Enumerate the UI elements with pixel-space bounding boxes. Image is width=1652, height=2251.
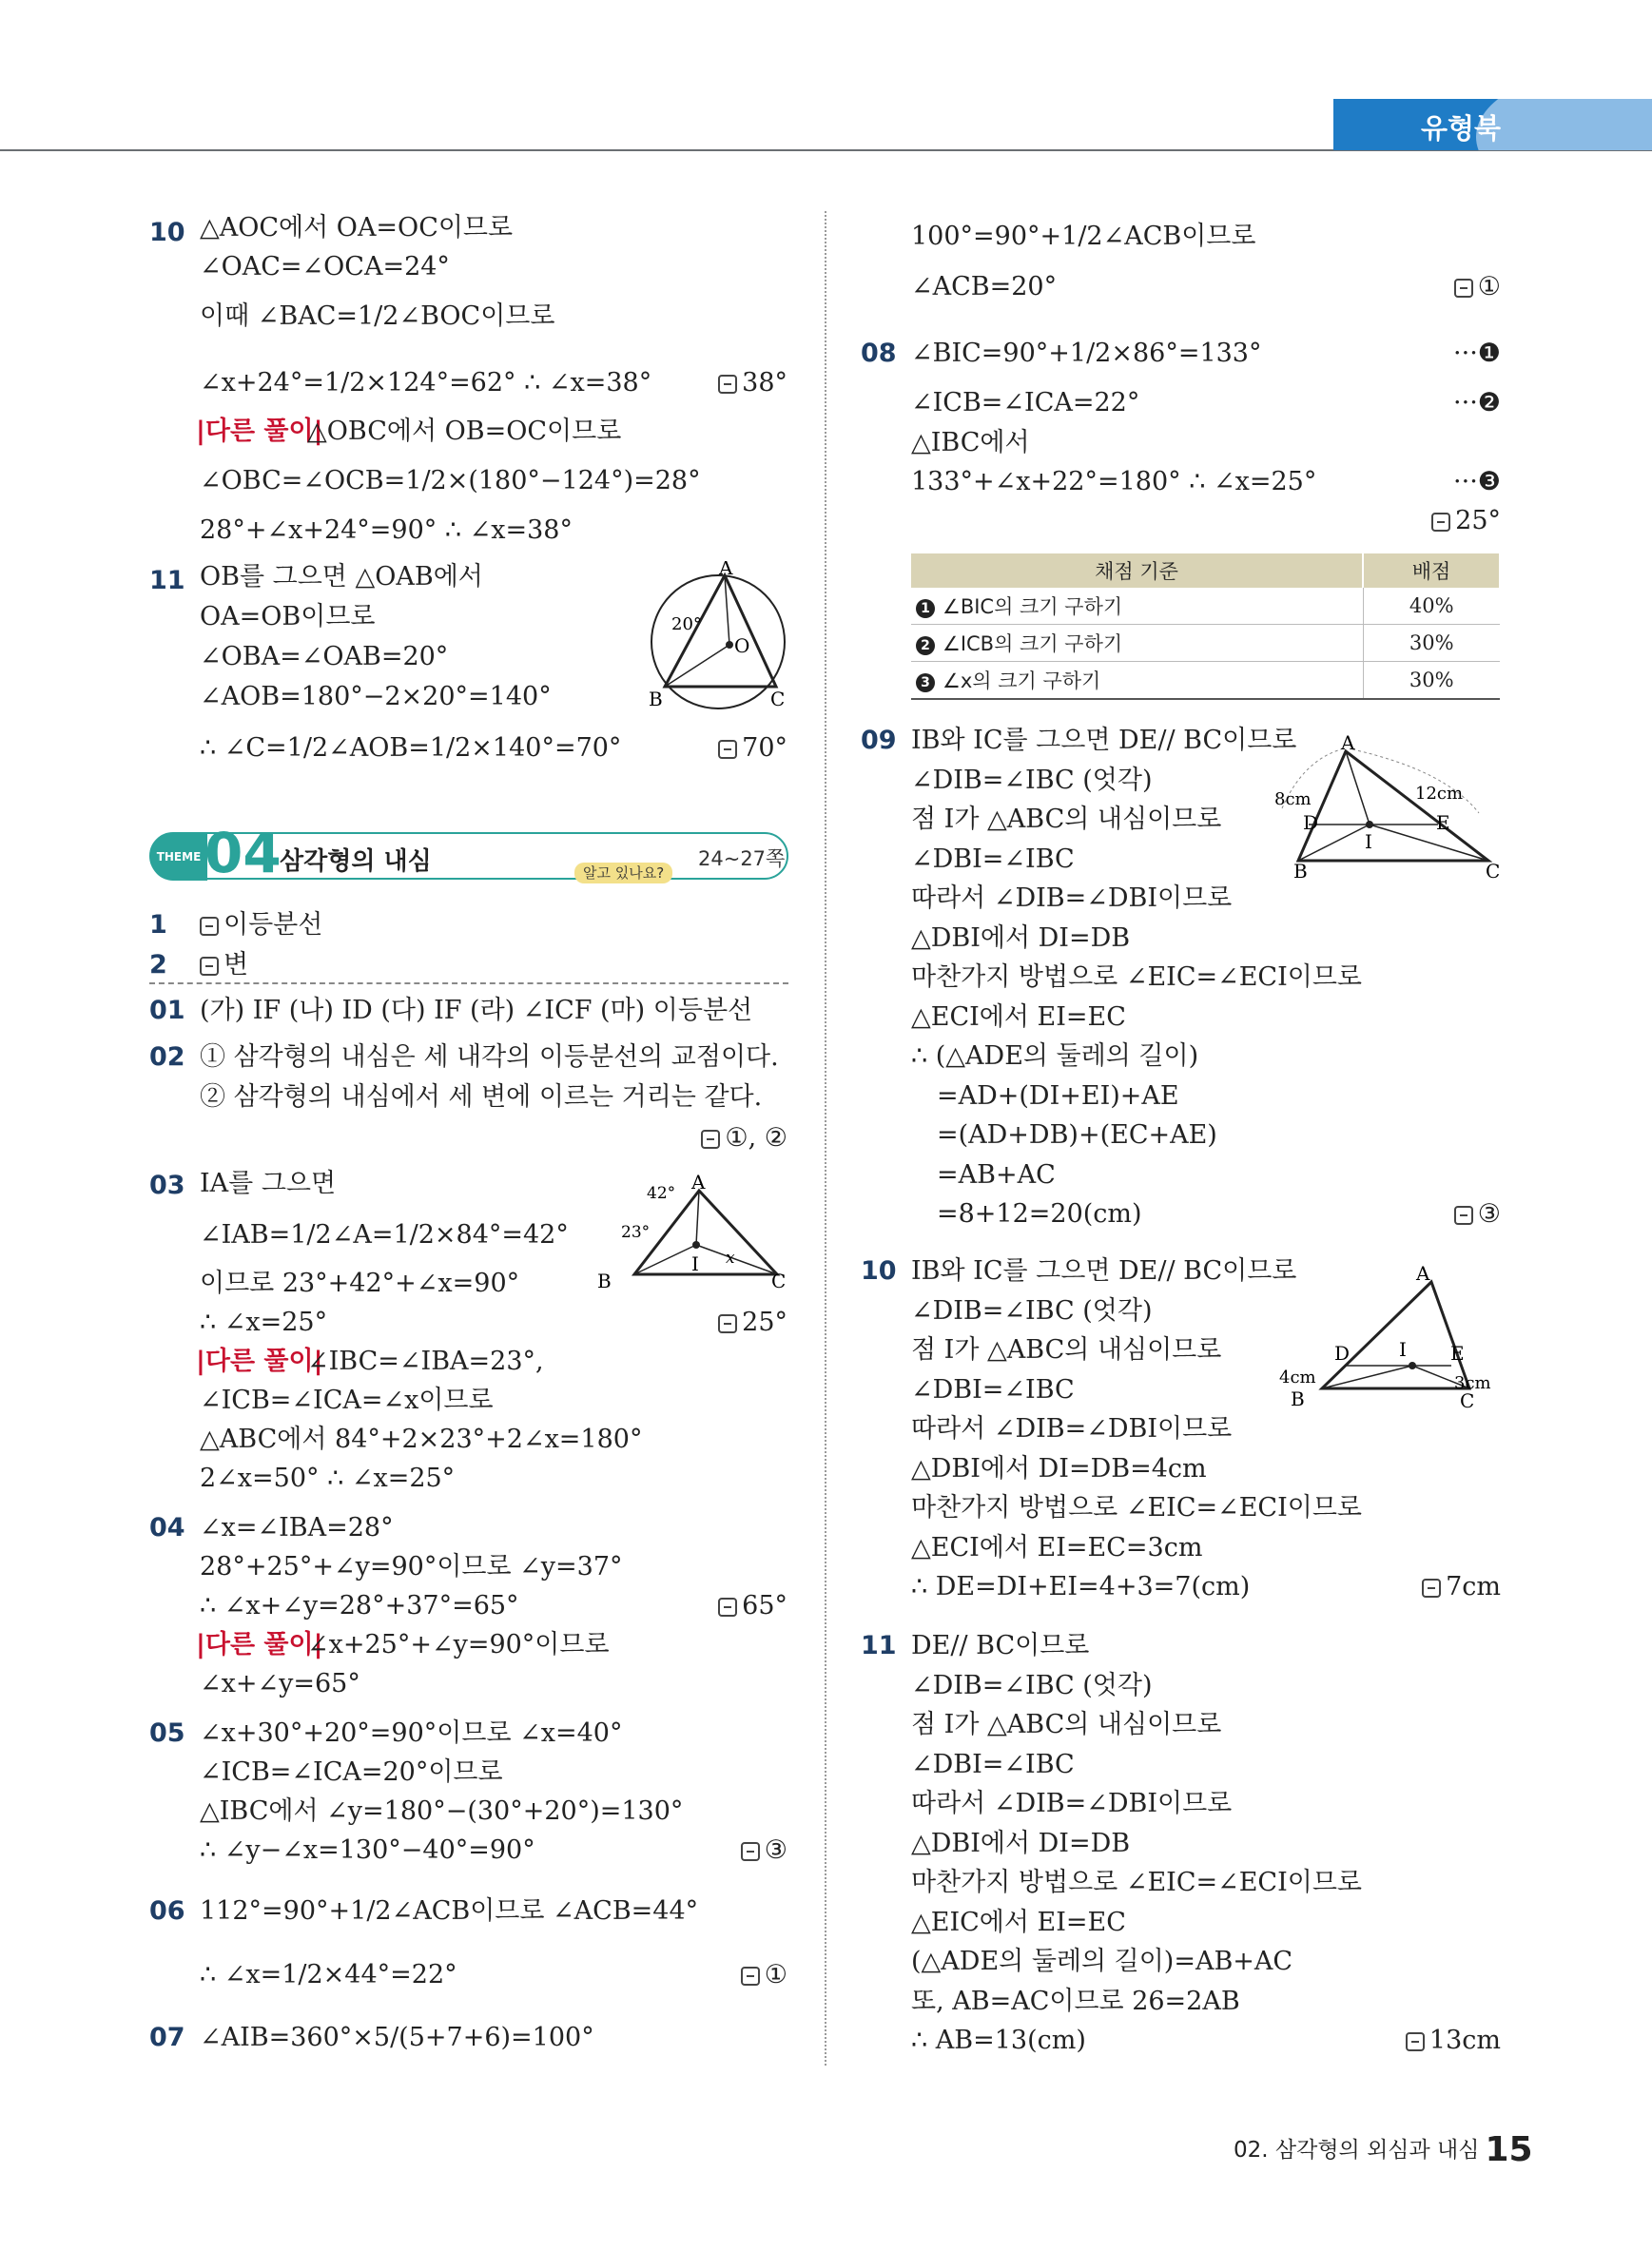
answer-text: 13cm	[1428, 2026, 1501, 2055]
score-header-points: 배점	[1363, 553, 1500, 588]
answer-icon	[718, 740, 737, 759]
solution-line: ∠IBC=∠IBA=23°,	[307, 1347, 544, 1376]
problem-number: 04	[149, 1513, 185, 1543]
table-row	[911, 625, 1500, 662]
solution-line: △EIC에서 EI=EC	[911, 1908, 1126, 1937]
fig09-length-ab: 8cm	[1274, 789, 1312, 809]
solution-line: ∠IAB=1/2∠A=1/2×84°=42°	[200, 1220, 569, 1250]
solution-line: ∠AIB=360°×5/(5+7+6)=100°	[200, 2023, 594, 2052]
answer-icon	[1454, 1206, 1473, 1225]
solution-line: △DBI에서 DI=DB	[911, 1829, 1131, 1858]
solution-line: △ECI에서 EI=EC	[911, 1002, 1126, 1032]
page-number: 15	[1485, 2130, 1533, 2169]
fig10-length-ec: 3cm	[1454, 1373, 1491, 1393]
answer	[718, 1590, 787, 1622]
solution-line: 2∠x=50° ∴ ∠x=25°	[200, 1464, 456, 1493]
solution-line: ① 삼각형의 내심은 세 내각의 이등분선의 교점이다.	[200, 1042, 779, 1072]
theme-title: 삼각형의 내심	[280, 847, 432, 876]
answer-text: 70°	[742, 733, 787, 763]
solution-line: 100°=90°+1/2∠ACB이므로	[911, 222, 1256, 251]
problem-number: 02	[149, 1042, 185, 1072]
solution-line: =8+12=20(cm)	[937, 1199, 1142, 1229]
solution-line: ∴ (△ADE의 둘레의 길이)	[911, 1041, 1199, 1071]
step-marker: 3	[916, 673, 935, 692]
solution-line: ∠DIB=∠IBC (엇각)	[911, 1671, 1153, 1700]
points-cell: 40%	[1363, 588, 1500, 625]
problem-number: 09	[861, 726, 897, 755]
fig10-label-a: A	[1416, 1265, 1430, 1285]
problem-number: 1	[149, 910, 167, 940]
answer	[200, 949, 248, 981]
fig10-label-d: D	[1334, 1342, 1351, 1365]
criteria-text: ∠BIC의 크기 구하기	[943, 595, 1123, 618]
answer-text: ①	[764, 1960, 787, 1989]
page-footer	[1234, 2130, 1533, 2169]
fig03-angle-x: x	[726, 1249, 735, 1268]
solution-line: =AB+AC	[937, 1160, 1056, 1190]
answer-text: ①	[1477, 272, 1501, 301]
fig11-label-a: A	[719, 561, 733, 579]
theme-badge: THEME	[150, 833, 207, 881]
answer-text: 25°	[1455, 506, 1501, 535]
fig09-length-ac: 12cm	[1415, 784, 1464, 804]
answer	[1431, 505, 1501, 537]
step-marker: ···❸	[1453, 467, 1501, 496]
solution-line: DE// BC이므로	[911, 1631, 1090, 1660]
solution-line: 이때 ∠BAC=1/2∠BOC이므로	[200, 301, 555, 331]
answer	[741, 1834, 787, 1867]
solution-line: ② 삼각형의 내심에서 세 변에 이르는 거리는 같다.	[200, 1082, 763, 1112]
solution-line: ∠x+30°+20°=90°이므로 ∠x=40°	[200, 1718, 623, 1748]
answer-text: ①, ②	[725, 1123, 787, 1153]
problem-number: 10	[149, 218, 185, 247]
problem-number: 08	[861, 339, 897, 368]
answer-icon	[200, 917, 219, 936]
section-tab	[1333, 99, 1652, 150]
problem-number: 11	[861, 1631, 897, 1660]
fig11-label-o: O	[734, 634, 750, 657]
answer-icon	[718, 375, 737, 394]
fig03-label-c: C	[771, 1270, 787, 1292]
solution-line: △OBC에서 OB=OC이므로	[307, 417, 622, 446]
problem-number: 05	[149, 1718, 185, 1748]
solution-line: ∴ ∠x+∠y=28°+37°=65°	[200, 1591, 519, 1620]
solution-line: ∠x+25°+∠y=90°이므로	[307, 1630, 610, 1659]
solution-line: ∴ AB=13(cm)	[911, 2026, 1086, 2055]
table-row	[911, 662, 1500, 700]
answer-text: 25°	[742, 1308, 787, 1337]
solution-line: 마찬가지 방법으로 ∠EIC=∠ECI이므로	[911, 1493, 1363, 1523]
answer	[701, 1122, 787, 1155]
solution-line: ∴ ∠y−∠x=130°−40°=90°	[200, 1835, 535, 1865]
answer-text: 65°	[742, 1591, 787, 1620]
theme-pages: 24~27쪽	[698, 847, 786, 870]
solution-line: ∠DIB=∠IBC (엇각)	[911, 766, 1153, 795]
problem-number: 01	[149, 996, 185, 1025]
fig09-label-e: E	[1436, 811, 1450, 834]
answer	[718, 732, 787, 765]
solution-line: ∠DIB=∠IBC (엇각)	[911, 1296, 1153, 1326]
solution-line: 또, AB=AC이므로 26=2AB	[911, 1987, 1240, 2016]
figure-circumcircle	[637, 561, 799, 713]
fig10-label-i: I	[1399, 1338, 1407, 1361]
fig03-angle-a: 42°	[647, 1184, 676, 1203]
solution-line: 따라서 ∠DIB=∠DBI이므로	[911, 1789, 1233, 1818]
solution-line: ∠OBC=∠OCB=1/2×(180°−124°)=28°	[200, 466, 701, 495]
solution-line: △AOC에서 OA=OC이므로	[200, 213, 514, 243]
solution-line: =(AD+DB)+(EC+AE)	[937, 1120, 1217, 1150]
answer	[1454, 271, 1501, 303]
footer-chapter: 02. 삼각형의 외심과 내심	[1234, 2138, 1480, 2163]
fig10-label-e: E	[1450, 1342, 1465, 1365]
solution-line: ∠BIC=90°+1/2×86°=133°	[911, 339, 1262, 368]
solution-line: ∠OBA=∠OAB=20°	[200, 642, 449, 671]
problem-number: 03	[149, 1171, 185, 1200]
solution-line: ∠x=∠IBA=28°	[200, 1513, 394, 1543]
solution-line: IB와 IC를 그으면 DE// BC이므로	[911, 1256, 1297, 1286]
fig03-angle-b: 23°	[621, 1223, 651, 1242]
solution-line: 112°=90°+1/2∠ACB이므로 ∠ACB=44°	[200, 1896, 699, 1926]
answer-icon	[701, 1130, 720, 1149]
criteria-text: ∠x의 크기 구하기	[943, 669, 1101, 692]
answer-icon	[741, 1842, 760, 1861]
answer-icon	[718, 1598, 737, 1617]
problem-number: 07	[149, 2023, 185, 2052]
fig03-label-i: I	[691, 1252, 699, 1275]
solution-line: ∠OAC=∠OCA=24°	[200, 252, 450, 281]
solution-line: 마찬가지 방법으로 ∠EIC=∠ECI이므로	[911, 962, 1363, 992]
answer	[1406, 2025, 1501, 2057]
fig03-label-b: B	[597, 1270, 612, 1292]
solution-line: 28°+∠x+24°=90° ∴ ∠x=38°	[200, 515, 573, 545]
solution-line: 점 I가 △ABC의 내심이므로	[911, 805, 1222, 834]
fig09-label-c: C	[1486, 860, 1501, 880]
solution-line: =AD+(DI+EI)+AE	[937, 1081, 1179, 1111]
fig11-angle: 20°	[671, 614, 702, 634]
solution-line: 점 I가 △ABC의 내심이므로	[911, 1335, 1222, 1365]
solution-line: ∠DBI=∠IBC	[911, 1375, 1075, 1405]
step-marker: 2	[916, 636, 935, 655]
answer	[741, 1959, 787, 1991]
fig09-label-b: B	[1293, 860, 1308, 880]
solution-line: △ECI에서 EI=EC=3cm	[911, 1533, 1203, 1562]
problem-number: 11	[149, 566, 185, 595]
solution-line: ∴ ∠x=25°	[200, 1308, 328, 1337]
know-tag: 알고 있나요?	[574, 863, 672, 883]
solution-line: 마찬가지 방법으로 ∠EIC=∠ECI이므로	[911, 1868, 1363, 1897]
column-divider	[825, 211, 826, 2066]
fig11-label-b: B	[649, 688, 663, 710]
solution-line: ∠ICB=∠ICA=20°이므로	[200, 1757, 503, 1787]
solution-line: ∴ ∠x=1/2×44°=22°	[200, 1960, 457, 1989]
solution-line: ∠DBI=∠IBC	[911, 844, 1075, 874]
scoring-table	[911, 553, 1501, 700]
solution-line: ∴ DE=DI+EI=4+3=7(cm)	[911, 1572, 1251, 1601]
answer-icon	[1406, 2032, 1425, 2051]
answer-icon	[200, 957, 219, 976]
step-marker: 1	[916, 599, 935, 618]
solution-line: ∠ACB=20°	[911, 272, 1058, 301]
fig09-label-d: D	[1303, 811, 1319, 834]
alt-solution-label: |다른 풀이|	[196, 1630, 323, 1659]
problem-number: 10	[861, 1256, 897, 1286]
step-marker: ···❶	[1453, 339, 1501, 368]
solution-line: 이므로 23°+42°+∠x=90°	[200, 1269, 520, 1298]
solution-line: △IBC에서 ∠y=180°−(30°+20°)=130°	[200, 1796, 684, 1826]
step-marker: ···❷	[1453, 388, 1501, 417]
solution-line: (△ADE의 둘레의 길이)=AB+AC	[911, 1947, 1293, 1976]
solution-line: IB와 IC를 그으면 DE// BC이므로	[911, 726, 1297, 755]
theme-number: 04	[204, 821, 282, 885]
solution-line: ∠DBI=∠IBC	[911, 1750, 1075, 1779]
solution-line: OA=OB이므로	[200, 602, 376, 631]
answer-text: ③	[1477, 1199, 1501, 1229]
solution-line: 따라서 ∠DIB=∠DBI이므로	[911, 1414, 1233, 1444]
points-cell: 30%	[1363, 625, 1500, 662]
solution-line: △ABC에서 84°+2×23°+2∠x=180°	[200, 1425, 643, 1454]
solution-line: 133°+∠x+22°=180° ∴ ∠x=25°	[911, 467, 1317, 496]
answer	[718, 367, 787, 399]
solution-line: ∠x+24°=1/2×124°=62° ∴ ∠x=38°	[200, 368, 652, 398]
answer-icon	[1422, 1579, 1441, 1598]
score-header-criteria: 채점 기준	[911, 553, 1363, 588]
answer-text: 변	[224, 950, 249, 980]
solution-line: IA를 그으면	[200, 1169, 337, 1198]
answer	[1454, 1198, 1501, 1231]
solution-line: △DBI에서 DI=DB	[911, 923, 1131, 953]
solution-line: OB를 그으면 △OAB에서	[200, 562, 483, 592]
solution-line: (가) IF (나) ID (다) IF (라) ∠ICF (마) 이등분선	[200, 996, 753, 1025]
alt-solution-label: |다른 풀이|	[196, 417, 323, 446]
fig11-label-c: C	[770, 688, 786, 710]
problem-number: 2	[149, 950, 167, 980]
section-tab-label: 유형북	[1421, 112, 1502, 145]
answer	[200, 909, 322, 941]
answer	[1422, 1571, 1501, 1603]
solution-line: ∠ICB=∠ICA=22°	[911, 388, 1140, 417]
fig10-label-c: C	[1460, 1389, 1475, 1412]
solution-line: ∠AOB=180°−2×20°=140°	[200, 682, 552, 711]
criteria-text: ∠ICB의 크기 구하기	[943, 632, 1123, 655]
alt-solution-label: |다른 풀이|	[196, 1347, 323, 1376]
problem-number: 06	[149, 1896, 185, 1926]
solution-line: ∴ ∠C=1/2∠AOB=1/2×140°=70°	[200, 733, 622, 763]
solution-line: △DBI에서 DI=DB=4cm	[911, 1454, 1207, 1484]
answer-text: 이등분선	[224, 910, 323, 940]
figure-incenter-09	[1274, 732, 1503, 880]
solution-line: 28°+25°+∠y=90°이므로 ∠y=37°	[200, 1552, 623, 1582]
answer-icon	[1431, 513, 1450, 532]
fig09-label-a: A	[1341, 732, 1355, 754]
solution-line: ∠ICB=∠ICA=∠x이므로	[200, 1386, 494, 1415]
theme-banner	[149, 821, 788, 885]
fig03-label-a: A	[691, 1171, 706, 1193]
answer-icon	[718, 1314, 737, 1333]
figure-incenter-10	[1279, 1265, 1503, 1417]
points-cell: 30%	[1363, 662, 1500, 700]
figure-incenter-03	[594, 1170, 799, 1293]
solution-line: △IBC에서	[911, 428, 1030, 457]
table-row	[911, 588, 1500, 625]
answer-text: 38°	[742, 368, 787, 398]
answer-icon	[741, 1967, 760, 1986]
dashed-divider	[149, 982, 788, 984]
answer-text: ③	[764, 1835, 787, 1865]
answer	[718, 1307, 787, 1339]
fig10-label-b: B	[1291, 1387, 1305, 1410]
fig10-length-db: 4cm	[1279, 1368, 1316, 1387]
solution-line: 점 I가 △ABC의 내심이므로	[911, 1710, 1222, 1739]
answer-icon	[1454, 279, 1473, 298]
solution-line: 따라서 ∠DIB=∠DBI이므로	[911, 883, 1233, 913]
fig09-label-i: I	[1365, 830, 1372, 853]
solution-line: ∠x+∠y=65°	[200, 1669, 360, 1698]
answer-text: 7cm	[1446, 1572, 1501, 1601]
